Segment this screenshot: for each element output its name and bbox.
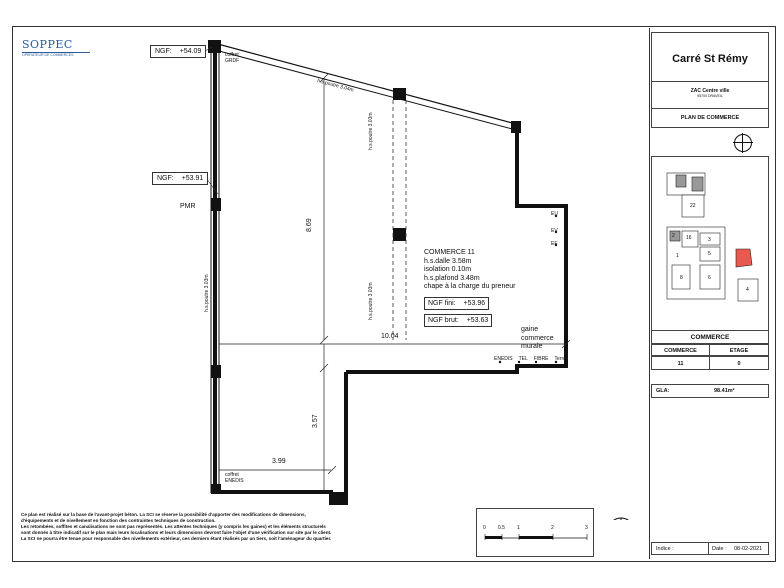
network-fibre: FIBRE	[533, 356, 549, 362]
disclaimer-line: sont donnés à titre indicatif sur le plan mais leurs localisations et leurs dimensions devront faire l'objet d'une vérification sur site par le client.	[21, 529, 332, 535]
scale-box	[476, 508, 594, 557]
beam-label-left: h.s.poutre 3.03m	[204, 274, 210, 312]
disclaimer	[21, 512, 471, 542]
dim-height-upper: 8.69	[306, 218, 313, 232]
key-number: 1	[676, 253, 679, 259]
table-col1-header: COMMERCE	[664, 348, 697, 354]
scale-tick-label: 3	[585, 525, 588, 531]
scale-tick-label: 0.5	[498, 525, 505, 531]
pillar	[393, 228, 406, 241]
logo-tagline: OPÉRATEUR DE COMMERCES	[22, 52, 90, 57]
ngf-brut-value: +53.63	[466, 317, 489, 324]
key-number: 5	[708, 251, 711, 257]
gla-label: GLA:	[656, 388, 670, 394]
pillar	[211, 365, 221, 378]
key-block	[676, 175, 686, 187]
ngf-fini-label: NGF fini:	[428, 300, 456, 307]
table-val1: 11	[677, 361, 684, 367]
key-block	[692, 177, 703, 191]
gaine-line: gaine	[521, 326, 539, 333]
table-col2-header: ETAGE	[729, 348, 749, 354]
dim-width-mid: 10.04	[381, 333, 399, 340]
wall-label-ev: EV	[551, 228, 558, 234]
section-title: COMMERCE	[690, 334, 730, 341]
commerce-line: isolation 0.10m	[424, 266, 472, 273]
project-divider	[652, 81, 768, 82]
section-box	[651, 330, 769, 344]
logo-brand: SOPPEC	[22, 38, 73, 51]
index-label: Indice :	[656, 546, 674, 552]
table-header-2	[709, 344, 769, 356]
scale-segment	[519, 536, 553, 539]
coffret-enedis-line2: ENEDIS	[225, 478, 244, 484]
wall-label-eu: EU	[551, 211, 558, 217]
gla-value: 98.41m²	[714, 388, 735, 394]
key-number: 6	[708, 275, 711, 281]
disclaimer-line: Les retombées, soffites et canalisations ne sont pas représentés. Les attentes techniques (y compris les gaines) et les éléments structurels	[21, 523, 326, 529]
disclaimer-line: La SCI ne pourra être tenue pour responsable des nivellements extérieur, ces derniers étant réalisés par un tiers, soit l'aménageur du quartier.	[21, 535, 332, 541]
glazed-facade-outer	[214, 43, 516, 124]
ngf-top-value: +54.09	[179, 48, 202, 55]
wall-bottom	[215, 48, 346, 503]
plan-title: PLAN DE COMMERCE	[680, 115, 740, 121]
compass-top-icon	[734, 134, 752, 152]
beam-label-vertical-lower: h.s.poutre 3.03m	[368, 282, 374, 320]
network-tel: TEL	[518, 356, 528, 362]
coffret-grdf-line1: coffret	[225, 52, 239, 58]
key-plan	[652, 157, 768, 331]
dim-width-lower: 3.99	[272, 458, 286, 465]
commerce-title: COMMERCE 11	[424, 249, 475, 256]
key-number: 3	[708, 237, 711, 243]
gaine-label	[521, 326, 554, 352]
ngf-left-value: +53.91	[181, 175, 204, 182]
table-val2: 0	[737, 361, 741, 367]
ngf-fini-tag	[424, 297, 489, 310]
table-cell-1	[651, 356, 710, 370]
disclaimer-line: d'équipements et de nivellement en fonction des contraintes techniques de construction.	[21, 517, 216, 523]
coffret-enedis	[225, 472, 244, 484]
date-value: 08-02-2021	[734, 546, 763, 552]
ngf-brut-label: NGF brut:	[428, 317, 459, 324]
gaine-line: commerce	[521, 334, 554, 342]
date-label: Date :	[712, 546, 727, 552]
ngf-tag-top	[150, 45, 206, 58]
highlighted-lot	[736, 249, 752, 267]
compass-bottom-icon	[608, 518, 634, 520]
commerce-line: h.s.dalle 3.58m	[424, 257, 472, 265]
beams	[393, 100, 406, 340]
gaine-line: murale	[521, 343, 543, 350]
pillar	[208, 40, 221, 53]
compass-top-h	[733, 142, 753, 143]
ngf-brut-tag	[424, 314, 492, 327]
index-divider	[708, 543, 709, 554]
scale-bar	[477, 509, 593, 556]
key-number: 2	[672, 233, 675, 239]
table-header-1	[651, 344, 710, 356]
table-cell-2	[709, 356, 769, 370]
network-terre: Terre	[554, 356, 566, 362]
pillar	[511, 121, 521, 133]
compass-top-v	[742, 133, 743, 153]
scale-tick-label: 0	[483, 525, 486, 531]
pillar	[393, 88, 406, 100]
pillar	[329, 492, 346, 504]
key-number: 22	[690, 203, 696, 209]
coffret-grdf-line2: GRDF	[225, 58, 240, 64]
network-labels	[494, 356, 566, 362]
title-block	[649, 28, 771, 559]
zac-city: 95700 DRAVEIL	[697, 94, 723, 98]
pillar	[211, 484, 221, 494]
key-number: 8	[680, 275, 683, 281]
coffret-grdf	[225, 52, 239, 64]
key-number: 16	[686, 235, 692, 241]
ngf-top-label: NGF:	[155, 48, 172, 55]
project-name: Carré St Rémy	[672, 53, 748, 65]
ngf-fini-value: +53.96	[463, 300, 486, 307]
beam-label-vertical-upper: h.s.poutre 3.03m	[368, 112, 374, 150]
ngf-left-label: NGF:	[157, 175, 174, 182]
disclaimer-line: Ce plan est réalisé sur la base de l'avant-projet béton. La SCI se réserve la possibilité d'apporter des modifications de dimensions,	[21, 512, 306, 517]
key-number: 4	[746, 287, 749, 293]
scale-tick-label: 2	[551, 525, 554, 531]
scale-tick-label: 1	[517, 525, 520, 531]
beam-label-top: h.s.poutre 3.04m	[316, 78, 355, 94]
zac-name: ZAC Centre ville	[690, 88, 730, 94]
commerce-line: h.s.plafond 3.48m	[424, 274, 480, 282]
plan-title-box	[651, 108, 769, 128]
gla-box	[651, 384, 769, 398]
key-plan-box	[651, 156, 769, 332]
ngf-tag-left	[152, 172, 208, 185]
pmr-label: PMR	[180, 203, 196, 210]
commerce-line: chape à la charge du preneur	[424, 283, 516, 290]
wall-label-ef: EF	[551, 241, 558, 247]
dim-height-lower: 3.57	[312, 414, 319, 428]
scale-segment	[485, 536, 502, 539]
index-date-box	[651, 542, 769, 555]
network-enedis: ENEDIS	[494, 356, 513, 362]
coffret-enedis-line1: coffret	[225, 472, 239, 478]
pillar	[211, 198, 221, 211]
commerce-info	[424, 249, 515, 292]
